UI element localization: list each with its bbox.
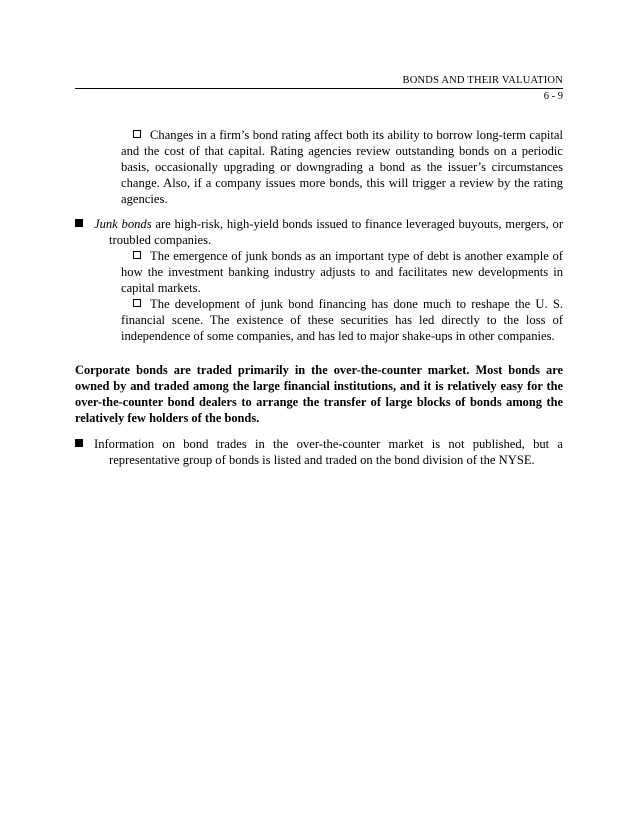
header-rule (75, 88, 563, 89)
junk-emergence-text: The emergence of junk bonds as an important type of debt is another example of how the investment banking industry adjusts to and facilitates new developments in capital markets. (121, 249, 563, 295)
hollow-square-bullet-icon (133, 130, 141, 138)
filled-square-bullet-icon (75, 219, 83, 227)
page-number: 6 - 9 (543, 91, 563, 102)
junk-bonds-term: Junk bonds (94, 217, 152, 231)
junk-development-item (121, 296, 563, 344)
hollow-square-bullet-icon (133, 251, 141, 259)
otc-market-paragraph: Corporate bonds are traded primarily in the over-the-counter market. Most bonds are owned by and traded among the large financial institutions, and it is relatively easy for the over-the-counter bond dealers to arrange the transfer of large blocks of bonds among the relatively few holders of the bonds. (75, 363, 563, 425)
junk-bonds-text: are high-risk, high-yield bonds issued to finance leveraged buyouts, mergers, or troubled companies. (109, 217, 564, 247)
running-header-title: BONDS AND THEIR VALUATION (402, 75, 563, 86)
hollow-square-bullet-icon (133, 299, 141, 307)
filled-square-bullet-icon (75, 439, 83, 447)
rating-change-item (121, 127, 563, 207)
junk-emergence-item (121, 248, 563, 296)
junk-development-text: The development of junk bond financing has done much to reshape the U. S. financial scene. The existence of these securities has led directly to the loss of independence of some companies, and has led to major shake-ups in other companies. (121, 297, 563, 343)
rating-change-text: Changes in a firm’s bond rating affect both its ability to borrow long-term capital and the cost of that capital. Rating agencies review outstanding bonds on a periodic basis, occasionally upgrading or downgrading a bond as the issuer’s circumstances change. Also, if a company issues more bonds, this will trigger a review by the rating agencies. (121, 128, 563, 206)
junk-bonds-item (75, 216, 563, 248)
information-text: Information on bond trades in the over-the-counter market is not published, but a representative group of bonds is listed and traded on the bond division of the NYSE. (94, 437, 563, 467)
information-item (75, 436, 563, 468)
